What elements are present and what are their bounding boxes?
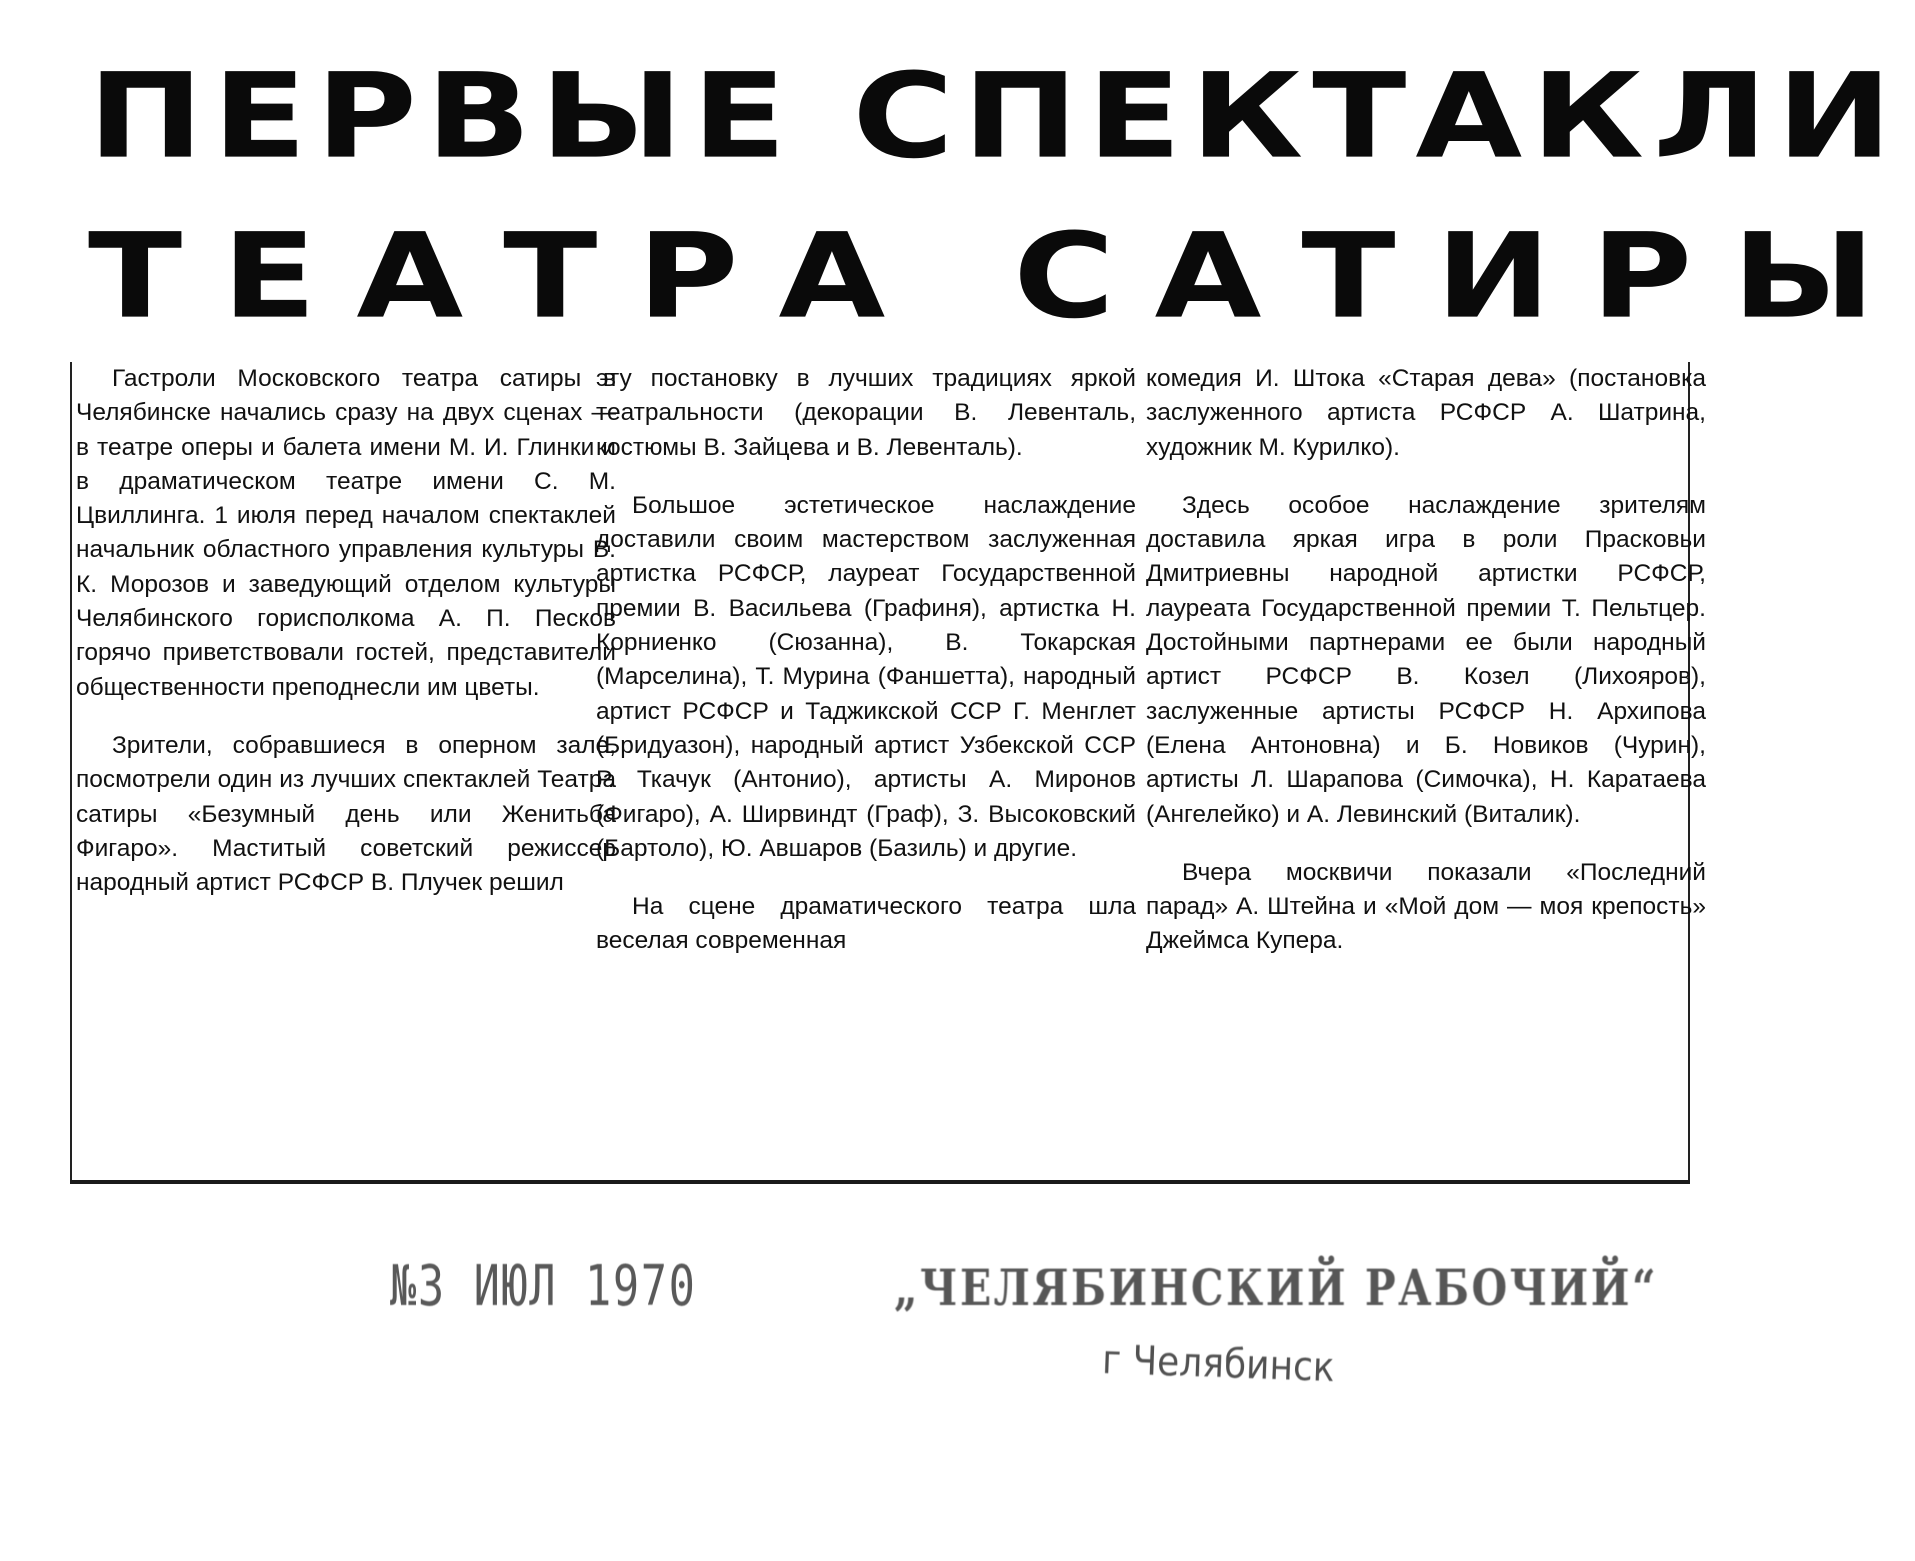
headline-line-1: ПЕРВЫЕ СПЕКТАКЛИ — [88, 47, 1902, 185]
left-border-rule — [70, 362, 72, 1184]
paragraph: Большое эстетическое наслаждение доставили своим мастерством заслуженная артистка РСФСР, лауреат Государственной премии В. Васильева (Графиня), артистка Н. Корниенко (Сюзанна), В. Токарская (Марселина), Т. Мурина (Фаншетта), народный артист РСФСР и Таджикской ССР Г. Менглет (Бридуазон), народный артист Узбекской ССР Р. Ткачук (Антонио), артисты А. Миронов (Фигаро), А. Ширвиндт (Граф), З. Высоковский (Бартоло), Ю. Авшаров (Базиль) и другие. — [596, 491, 1136, 862]
paragraph: Гастроли Московского театра сатиры в Челябинске начались сразу на двух сценах — в театре оперы и балета имени М. И. Глинки и в драматическом театре имени С. М. Цвиллинга. 1 июля перед началом спектаклей начальник областного управления культуры В. К. Морозов и заведующий отделом культуры Челябинского горисполкома А. П. Песков горячо приветствовали гостей, представители общественности преподнесли им цветы. — [76, 365, 616, 701]
article-clipping — [36, 40, 1915, 1180]
paragraph: Зрители, собравшиеся в оперном зале, посмотрели один из лучших спектаклей Театра сатиры «Безумный день или Женитьба Фигаро». Маститый советский режиссер народный артист РСФСР В. Плучек решил — [76, 731, 616, 897]
article-column-3 — [1146, 362, 1706, 1152]
date-stamp: №3 ИЮЛ 1970 — [390, 1254, 697, 1319]
newspaper-stamp: „ЧЕЛЯБИНСКИЙ РАБОЧИЙ“ — [894, 1258, 1658, 1317]
paragraph: Вчера москвичи показали «Последний парад» А. Штейна и «Мой дом — моя крепость» Джеймса Купера. — [1146, 858, 1706, 955]
paragraph: комедия И. Штока «Старая дева» (постановка заслуженного артиста РСФСР А. Шатрина, художник М. Курилко). — [1146, 365, 1706, 461]
headline-line-2: ТЕАТРА САТИРЫ — [88, 207, 1915, 345]
bottom-border-rule — [70, 1180, 1690, 1184]
article-column-1 — [76, 362, 616, 1152]
article-column-2 — [596, 362, 1136, 1152]
article-body — [36, 362, 1706, 1182]
paragraph: эту постановку в лучших традициях яркой театральности (декорации В. Левенталь, костюмы В. Зайцева и В. Левенталь). — [596, 365, 1136, 461]
paragraph: На сцене драматического театра шла веселая современная — [596, 893, 1136, 955]
paragraph: Здесь особое наслаждение зрителям доставила яркая игра в роли Прасковьи Дмитриевны народной артистки РСФСР, лауреата Государственной премии Т. Пельтцер. Достойными партнерами ее были народный артист РСФСР В. Козел (Лихояров), заслуженные артисты РСФСР Н. Архипова (Елена Антоновна) и Б. Новиков (Чурин), артисты Л. Шарапова (Симочка), Н. Каратаева (Ангелейко) и А. Левинский (Виталик). — [1146, 491, 1706, 828]
city-stamp: г Челябинск — [1101, 1337, 1336, 1392]
